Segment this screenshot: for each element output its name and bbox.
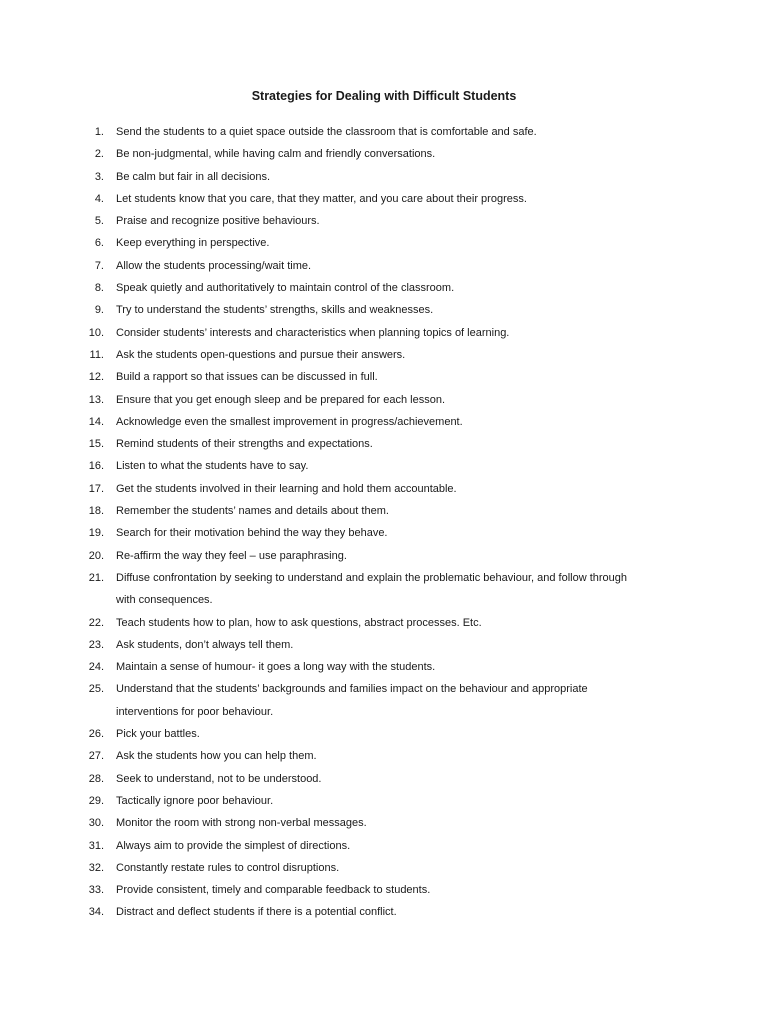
list-item-number: 14. (88, 415, 104, 428)
list-item (0, 389, 768, 411)
list-item (0, 612, 768, 634)
list-item-number: 5. (94, 215, 104, 228)
list-item-number: 21. (88, 571, 104, 584)
list-item-text: Allow the students processing/wait time. (116, 259, 312, 272)
list-item (0, 322, 768, 344)
list-item-text: Keep everything in perspective. (116, 237, 270, 250)
list-item (0, 277, 768, 299)
document-title: Strategies for Dealing with Difficult Students (251, 89, 517, 103)
list-item-text: Remember the students’ names and details about them. (116, 505, 389, 518)
list-item (0, 790, 768, 812)
list-item-text: Maintain a sense of humour- it goes a long way with the students. (116, 661, 436, 674)
list-item (0, 678, 768, 723)
list-item (0, 188, 768, 210)
list-item-number: 11. (89, 348, 104, 361)
list-item (0, 723, 768, 745)
list-item-number: 16. (88, 460, 104, 473)
list-item-number: 7. (94, 259, 104, 272)
list-item-number: 19. (88, 527, 104, 540)
list-item-text: Get the students involved in their learning and hold them accountable. (116, 482, 457, 495)
list-item-text: Ask the students open-questions and pursue their answers. (116, 348, 406, 361)
list-item-number: 29. (88, 794, 104, 807)
list-item (0, 411, 768, 433)
list-item (0, 522, 768, 544)
list-item-text: Listen to what the students have to say. (116, 460, 309, 473)
list-item-text: Be calm but fair in all decisions. (116, 170, 271, 183)
list-item-number: 23. (88, 638, 104, 651)
list-item-text: Search for their motivation behind the way they behave. (116, 527, 388, 540)
list-item (0, 567, 768, 612)
list-item-number: 4. (94, 192, 104, 205)
list-item-number: 9. (94, 304, 104, 317)
list-item (0, 366, 768, 388)
list-item (0, 768, 768, 790)
list-item-text: Diffuse confrontation by seeking to understand and explain the problematic behaviour, and follow through with consequences. (116, 571, 628, 607)
list-item-text: Let students know that you care, that they matter, and you care about their progress. (116, 192, 527, 205)
list-item-text: Consider students’ interests and characteristics when planning topics of learning. (116, 326, 510, 339)
list-item-number: 32. (88, 861, 104, 874)
list-item-text: Ask the students how you can help them. (116, 750, 317, 763)
list-item-text: Ask students, don’t always tell them. (116, 638, 294, 651)
list-item-number: 8. (94, 282, 104, 295)
list-item-text: Speak quietly and authoritatively to maintain control of the classroom. (116, 282, 455, 295)
list-item-text: Ensure that you get enough sleep and be prepared for each lesson. (116, 393, 446, 406)
list-item-text: Always aim to provide the simplest of directions. (116, 839, 351, 852)
list-item-number: 28. (88, 772, 104, 785)
list-item-text: Constantly restate rules to control disruptions. (116, 861, 340, 874)
list-item (0, 812, 768, 834)
list-item-number: 3. (94, 170, 104, 183)
list-item (0, 745, 768, 767)
list-item-text: Acknowledge even the smallest improvement in progress/achievement. (116, 415, 463, 428)
list-item-number: 27. (88, 750, 104, 763)
list-item (0, 857, 768, 879)
list-item-text: Praise and recognize positive behaviours. (116, 215, 320, 228)
list-item-text: Provide consistent, timely and comparable feedback to students. (116, 884, 431, 897)
list-item-text: Send the students to a quiet space outside the classroom that is comfortable and safe. (116, 126, 537, 138)
list-item-number: 15. (88, 438, 104, 451)
list-item (0, 299, 768, 321)
strategy-list (0, 121, 768, 924)
list-item (0, 656, 768, 678)
list-item (0, 166, 768, 188)
list-item (0, 478, 768, 500)
list-item-number: 22. (88, 616, 104, 629)
list-item-text: Tactically ignore poor behaviour. (116, 794, 274, 807)
list-item-text: Be non-judgmental, while having calm and friendly conversations. (116, 148, 436, 161)
list-item-number: 6. (94, 237, 104, 250)
list-item-number: 20. (88, 549, 104, 562)
list-item-text: Monitor the room with strong non-verbal messages. (116, 817, 367, 830)
list-item (0, 433, 768, 455)
list-item-number: 34. (88, 906, 104, 919)
list-item-text: Teach students how to plan, how to ask questions, abstract processes. Etc. (116, 616, 482, 629)
list-item-number: 2. (94, 148, 104, 161)
list-item-text: Seek to understand, not to be understood. (116, 772, 322, 785)
list-item-number: 30. (88, 817, 104, 830)
list-item (0, 835, 768, 857)
list-item (0, 545, 768, 567)
list-item (0, 500, 768, 522)
list-item (0, 210, 768, 232)
list-item-text: Try to understand the students’ strengths, skills and weaknesses. (116, 304, 434, 317)
list-item-text: Build a rapport so that issues can be discussed in full. (116, 371, 378, 384)
list-item-number: 25. (88, 683, 104, 696)
list-item-number: 31. (88, 839, 104, 852)
list-item-number: 26. (88, 728, 104, 741)
list-item-text: Re-affirm the way they feel – use paraphrasing. (116, 549, 347, 562)
list-item (0, 232, 768, 254)
list-item (0, 634, 768, 656)
list-item-number: 12. (88, 371, 104, 384)
list-item-number: 24. (88, 661, 104, 674)
list-item-text: Distract and deflect students if there is a potential conflict. (116, 906, 397, 919)
list-item-number: 33. (88, 884, 104, 897)
list-item-text: Pick your battles. (116, 728, 200, 741)
list-item (0, 255, 768, 277)
list-item-text: Understand that the students’ backgrounds and families impact on the behaviour and appropriate interventions for poor behaviour. (116, 683, 588, 718)
list-item (0, 901, 768, 923)
list-item-number: 13. (88, 393, 104, 406)
list-item (0, 143, 768, 165)
list-item (0, 344, 768, 366)
list-item-text: Remind students of their strengths and expectations. (116, 438, 373, 451)
list-item-number: 17. (88, 482, 104, 495)
list-item (0, 455, 768, 477)
list-item-number: 18. (88, 505, 104, 518)
list-item-number: 10. (88, 326, 104, 339)
list-item (0, 879, 768, 901)
list-item-number: 1. (94, 126, 104, 138)
list-item (0, 121, 768, 143)
